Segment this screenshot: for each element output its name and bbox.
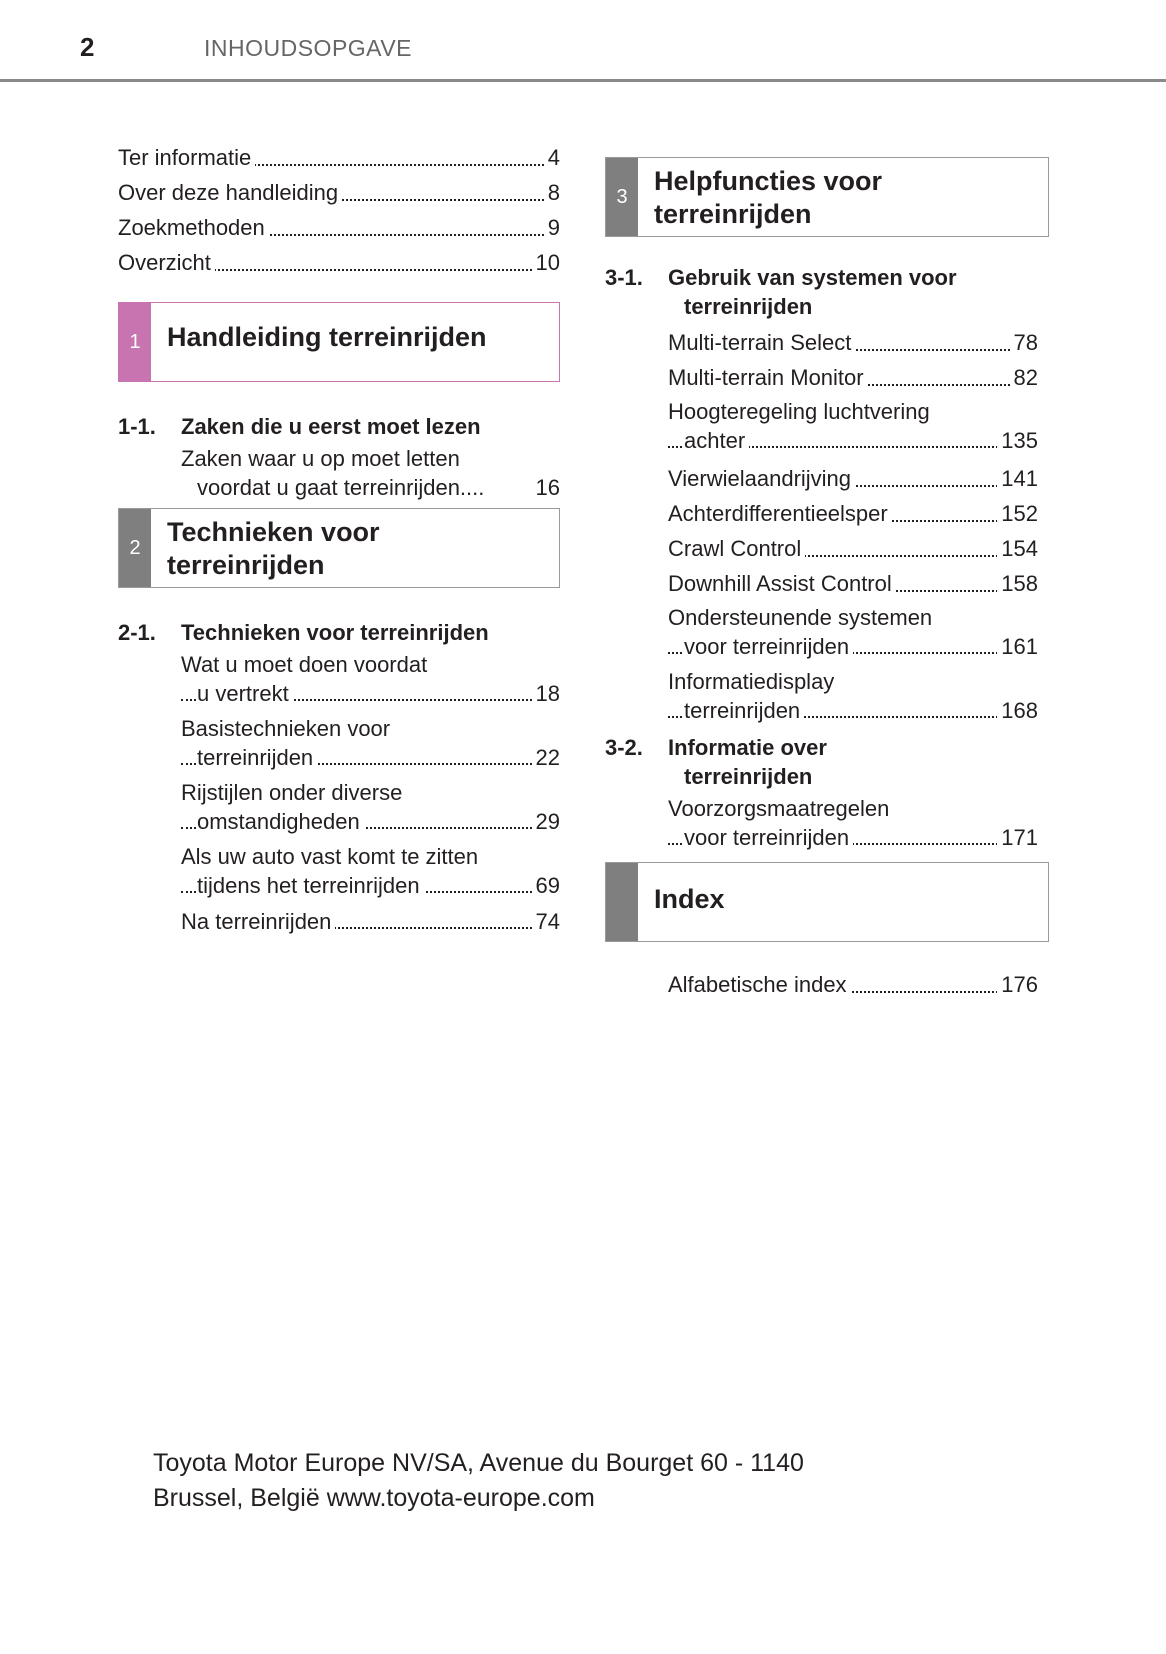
toc-entry[interactable]: Hoogteregeling luchtvering achter 135 xyxy=(668,399,1038,453)
toc-right-column xyxy=(605,157,1049,1002)
toc-entry[interactable]: Na terreinrijden 74 xyxy=(181,906,560,938)
toc-entry[interactable]: Over deze handleiding 8 xyxy=(118,175,560,210)
chapter-2-title-line1: Technieken voor xyxy=(167,517,380,547)
section-title: Technieken voor terreinrijden xyxy=(181,620,489,645)
chapter-2-tab[interactable] xyxy=(118,508,560,588)
address-line1: Toyota Motor Europe NV/SA, Avenue du Bourget 60 - 1140 xyxy=(153,1449,804,1477)
section-number: 3-1. xyxy=(605,265,643,290)
section-title: INHOUDSOPGAVE xyxy=(204,35,412,61)
section-number: 3-2. xyxy=(605,735,643,760)
toc-entry[interactable]: Ter informatie 4 xyxy=(118,140,560,175)
toc-entry[interactable]: Basistechnieken voor terreinrijden 22 xyxy=(181,716,560,770)
toc-entry[interactable]: Zaken waar u op moet letten voordat u gaat terreinrijden.... 16 xyxy=(181,446,560,500)
toc-entry[interactable]: Alfabetische index 176 xyxy=(668,967,1038,1002)
toc-entry[interactable]: Vierwielaandrijving 141 xyxy=(668,461,1038,496)
section-number: 2-1. xyxy=(118,620,156,645)
index-title: Index xyxy=(654,884,725,914)
address-line2: Brussel, België www.toyota-europe.com xyxy=(153,1484,595,1512)
front-matter-list xyxy=(118,140,560,280)
toc-entry[interactable]: Rijstijlen onder diverse omstandigheden 29 xyxy=(181,780,560,834)
section-title-line1: Gebruik van systemen voor xyxy=(668,265,957,290)
chapter-3-tab[interactable] xyxy=(605,157,1049,237)
toc-entry[interactable]: Multi-terrain Monitor 82 xyxy=(668,360,1038,395)
chapter-3-number: 3 xyxy=(606,158,638,236)
toc-entry[interactable]: Voorzorgsmaatregelen voor terreinrijden 171 xyxy=(668,796,1038,850)
section-title-line1: Informatie over xyxy=(668,735,827,760)
toc-entry[interactable]: Downhill Assist Control 158 xyxy=(668,566,1038,601)
toc-entry[interactable]: Zoekmethoden 9 xyxy=(118,210,560,245)
toc-entry[interactable]: Crawl Control 154 xyxy=(668,531,1038,566)
chapter-2-title-line2: terreinrijden xyxy=(167,550,325,580)
chapter-1-title: Handleiding terreinrijden xyxy=(167,322,487,352)
toc-entry[interactable]: Achterdifferentieelsper 152 xyxy=(668,496,1038,531)
toc-entry[interactable]: Overzicht 10 xyxy=(118,245,560,280)
toc-left-column xyxy=(118,140,560,938)
page-number: 2 xyxy=(80,32,95,62)
section-1-1 xyxy=(118,412,560,502)
page-header xyxy=(0,0,1166,82)
index-strip xyxy=(606,863,638,941)
chapter-1-tab[interactable] xyxy=(118,302,560,382)
chapter-2-number: 2 xyxy=(119,509,151,587)
index-tab[interactable] xyxy=(605,862,1049,942)
toc-entry[interactable]: Informatiedisplay terreinrijden 168 xyxy=(668,669,1038,723)
section-3-2 xyxy=(605,733,1049,852)
section-3-1 xyxy=(605,263,1049,725)
toc-entry[interactable]: Ondersteunende systemen voor terreinrijden 161 xyxy=(668,605,1038,659)
chapter-3-title-line2: terreinrijden xyxy=(654,199,812,229)
section-title: Zaken die u eerst moet lezen xyxy=(181,414,481,439)
toc-entry[interactable]: Multi-terrain Select 78 xyxy=(668,325,1038,360)
chapter-3-title-line1: Helpfuncties voor xyxy=(654,166,883,196)
toc-entry[interactable]: Als uw auto vast komt te zitten tijdens het terreinrijden 69 xyxy=(181,844,560,898)
section-title-line2: terreinrijden xyxy=(684,764,813,789)
publisher-address xyxy=(153,1446,804,1516)
section-number: 1-1. xyxy=(118,414,156,439)
chapter-1-number: 1 xyxy=(119,303,151,381)
section-2-1 xyxy=(118,618,560,938)
toc-entry[interactable]: Wat u moet doen voordat u vertrekt 18 xyxy=(181,652,560,706)
section-title-line2: terreinrijden xyxy=(684,294,813,319)
